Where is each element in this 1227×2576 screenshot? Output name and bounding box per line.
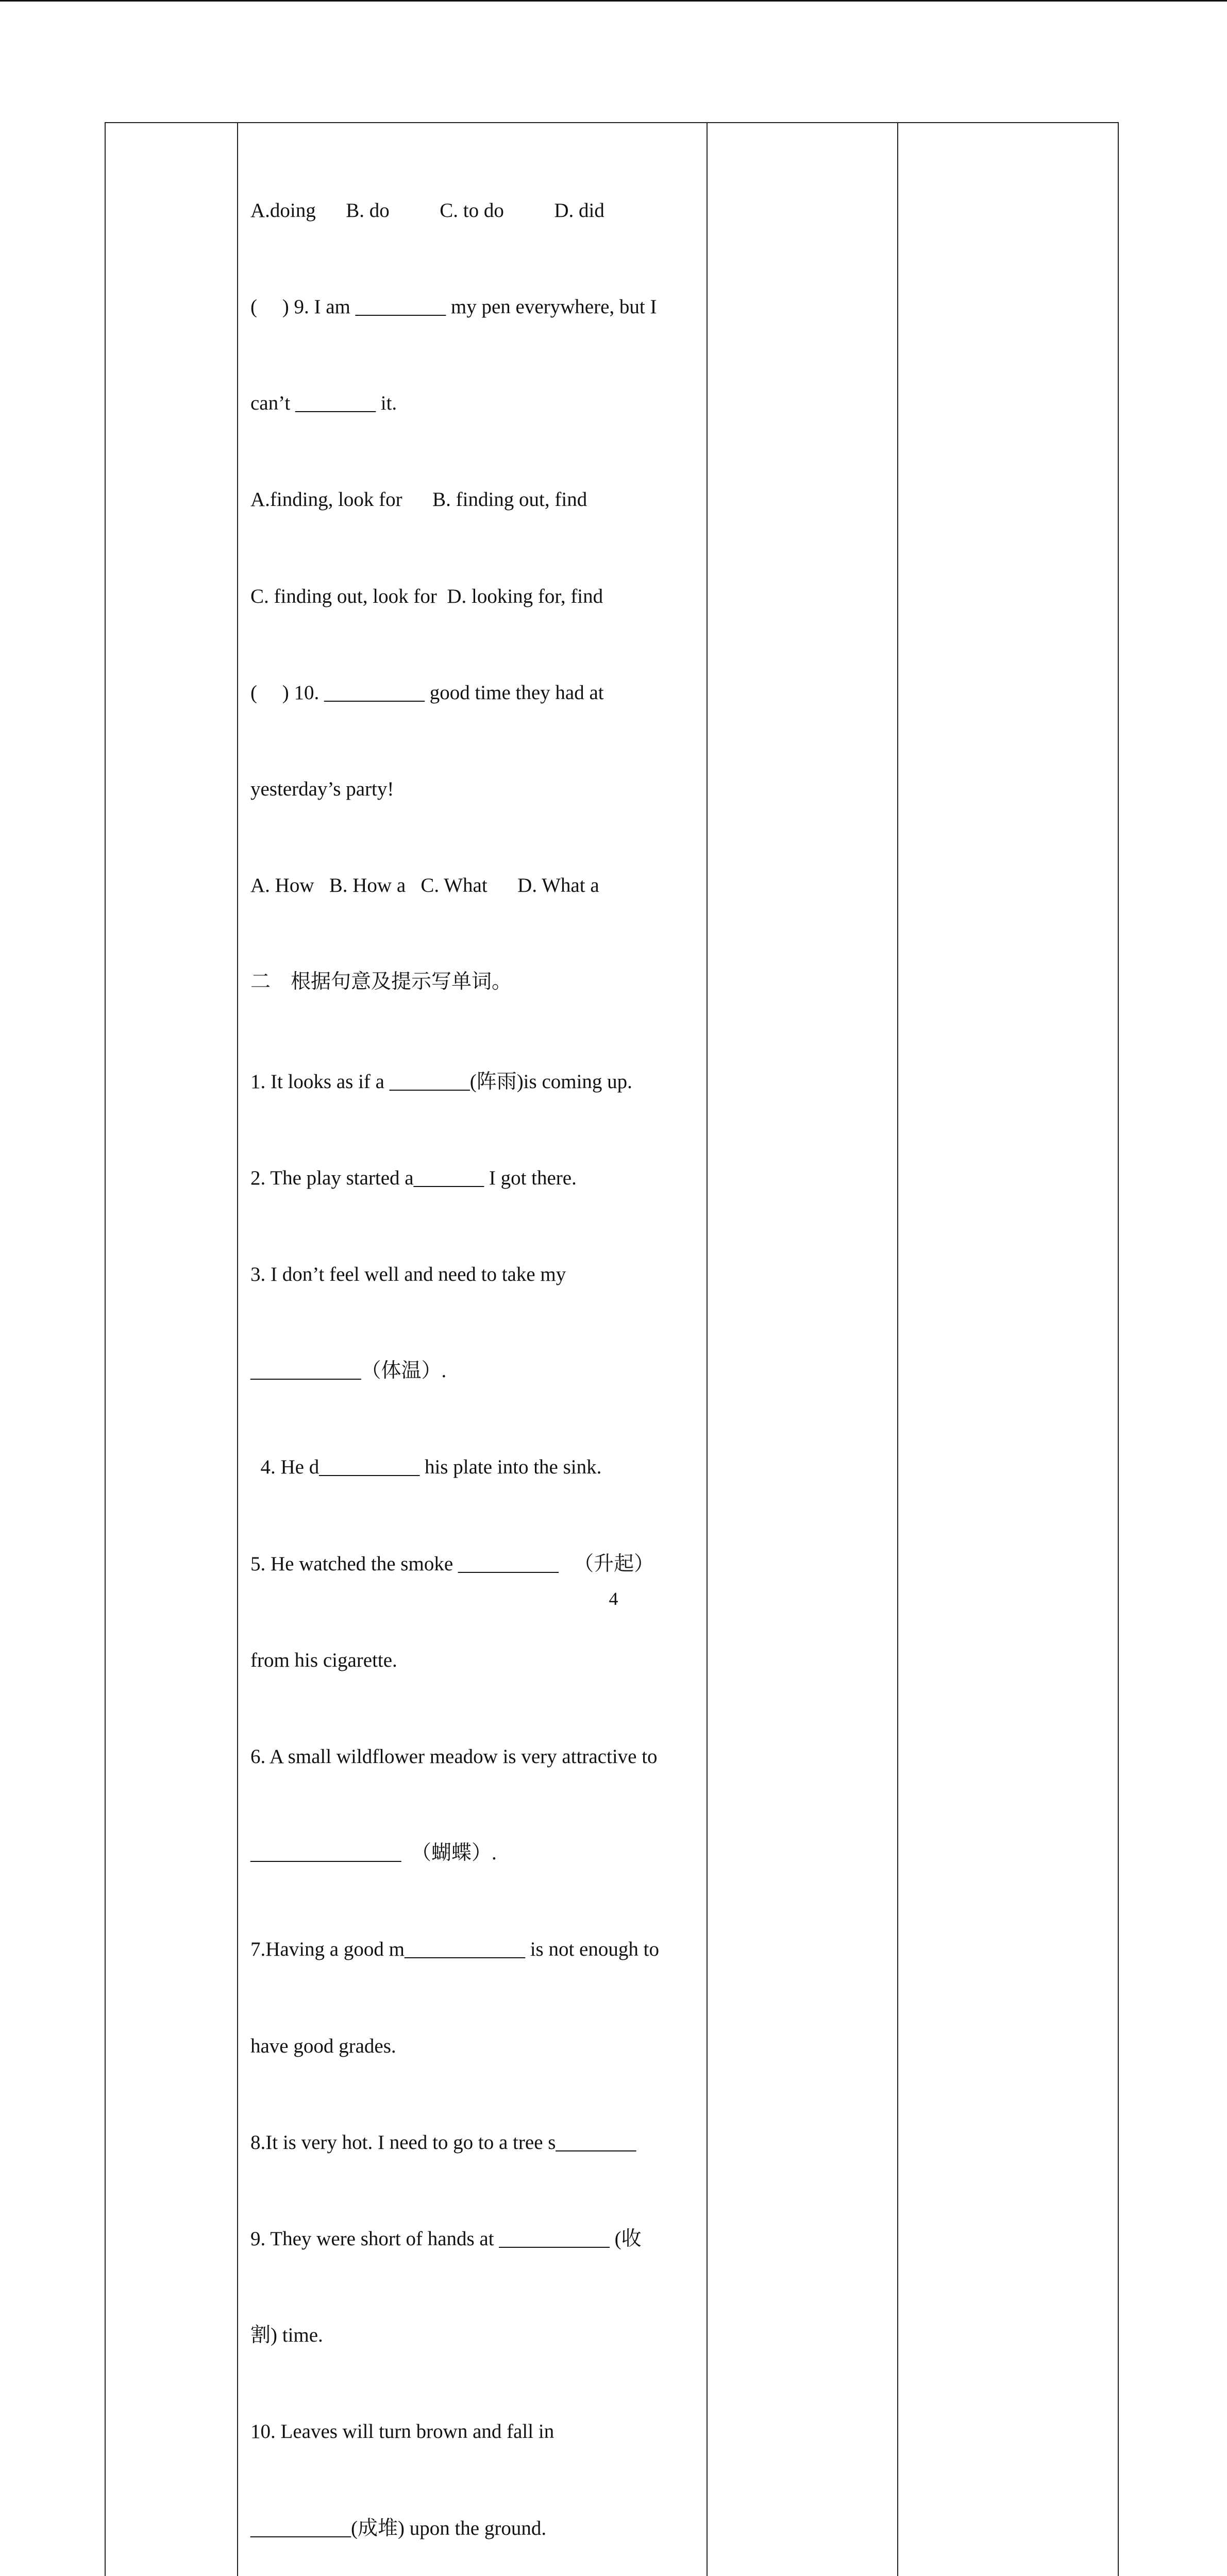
section-2-heading: 二 根据句意及提示写单词。	[250, 971, 512, 993]
worksheet-table	[105, 122, 1119, 2576]
mcq-10-question-cont: yesterday’s party!	[250, 778, 394, 801]
mcq-8-options: A.doing B. do C. to do D. did	[250, 199, 604, 222]
section-2-item-6-cont: _______________ （蝴蝶）.	[250, 1842, 497, 1865]
section-2-item-1: 1. It looks as if a ________(阵雨)is coming up.	[250, 1070, 632, 1093]
mcq-9-question-cont: can’t ________ it.	[250, 392, 397, 415]
mcq-9-question: ( ) 9. I am _________ my pen everywhere, but I	[250, 296, 657, 318]
section-2-item-2: 2. The play started a_______ I got there.	[250, 1166, 577, 1189]
page-number: 4	[609, 1588, 618, 1609]
section-2-item-3: 3. I don’t feel well and need to take my	[250, 1263, 566, 1286]
worksheet-row	[105, 123, 1118, 2576]
section-2-item-7-cont: have good grades.	[250, 2035, 396, 2057]
exercise-content	[238, 123, 707, 2576]
left-margin-column	[105, 123, 238, 2576]
section-2-item-9-cont: 割) time.	[250, 2324, 323, 2347]
top-border-rule	[0, 0, 1227, 2]
section-2-item-10-cont: __________(成堆) upon the ground.	[250, 2517, 547, 2539]
exercise-column	[238, 123, 707, 2576]
section-2-item-6: 6. A small wildflower meadow is very attractive to	[250, 1745, 658, 1768]
mcq-9-options-ab: A.finding, look for B. finding out, find	[250, 488, 587, 511]
section-2-item-8: 8.It is very hot. I need to go to a tree s________	[250, 2131, 636, 2154]
mcq-10-question: ( ) 10. __________ good time they had at	[250, 681, 604, 704]
section-2-item-4: 4. He d__________ his plate into the sink.	[250, 1456, 602, 1479]
remarks-column	[898, 123, 1118, 2576]
section-2-item-9: 9. They were short of hands at ___________ (收	[250, 2228, 642, 2250]
section-2-item-3-cont: ___________（体温）.	[250, 1360, 447, 1382]
section-2-item-7: 7.Having a good m____________ is not enough to	[250, 1938, 659, 1961]
mcq-10-options: A. How B. How a C. What D. What a	[250, 874, 599, 897]
mcq-9-options-cd: C. finding out, look for D. looking for, find	[250, 585, 603, 607]
section-2-item-5: 5. He watched the smoke __________ （升起）	[250, 1552, 654, 1575]
notes-column	[707, 123, 898, 2576]
section-2-item-5-cont: from his cigarette.	[250, 1649, 397, 1671]
section-2-item-10: 10. Leaves will turn brown and fall in	[250, 2420, 554, 2443]
